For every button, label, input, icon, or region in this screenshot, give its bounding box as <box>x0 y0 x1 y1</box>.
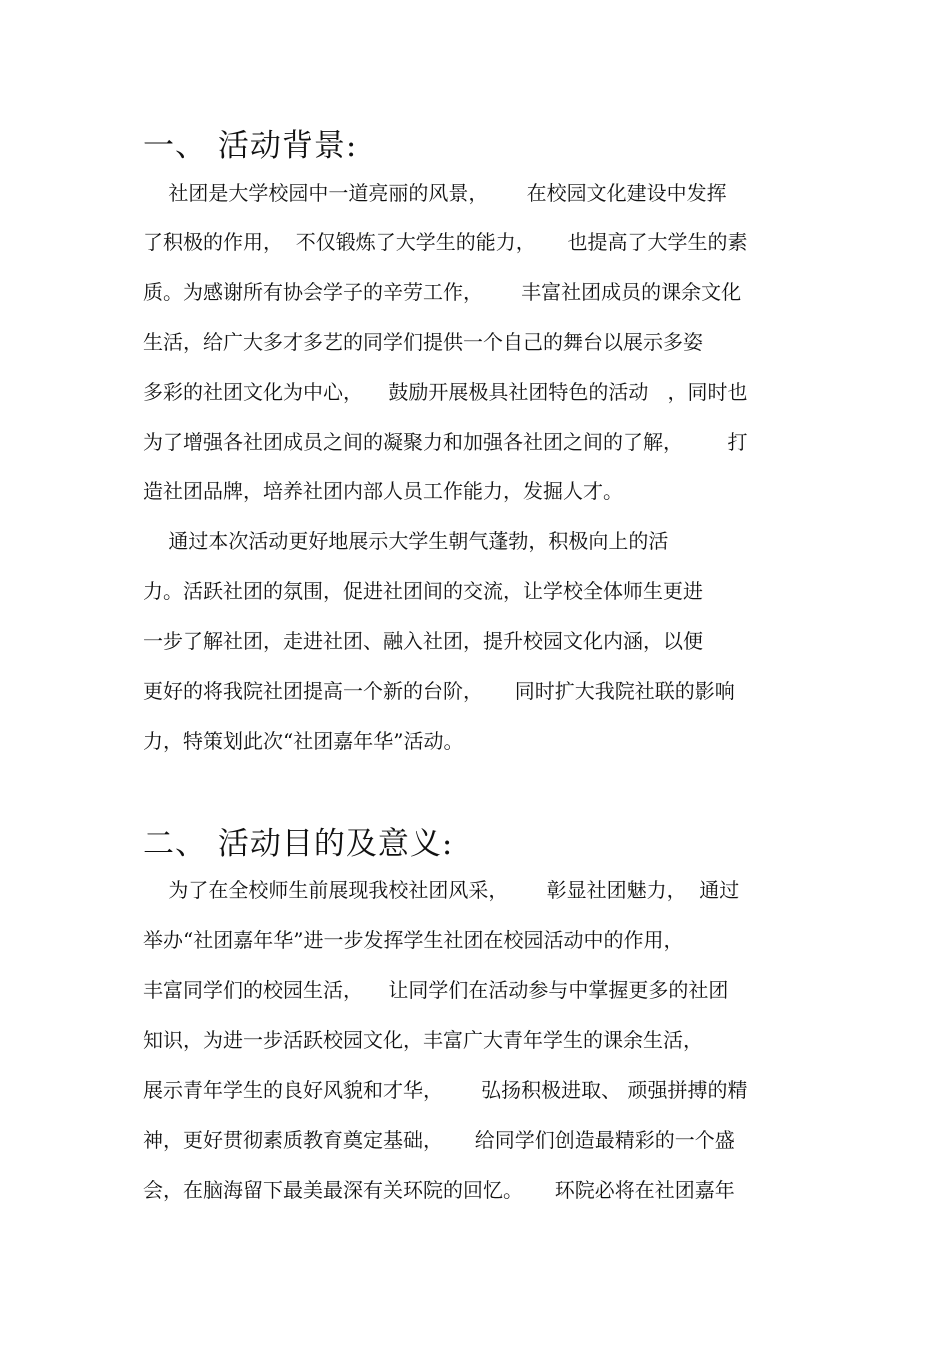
section1-line-8: 通过本次活动更好地展示大学生朝气蓬勃，积极向上的活 <box>143 529 669 553</box>
section2-heading: 二、 活动目的及意义: <box>143 826 454 862</box>
section2-line-4: 知识，为进一步活跃校园文化，丰富广大青年学生的课余生活， <box>143 1028 703 1052</box>
section2-line-6: 神，更好贯彻素质教育奠定基础， 给同学们创造最精彩的一个盛 <box>143 1128 735 1152</box>
section1-line-12: 力，特策划此次“社团嘉年华”活动。 <box>143 729 464 753</box>
section1-line-3: 质。为感谢所有协会学子的辛劳工作， 丰富社团成员的课余文化 <box>143 280 742 304</box>
section2-line-2: 举办“社团嘉年华”进一步发挥学生社团在校园活动中的作用， <box>143 928 684 952</box>
section1-line-1: 社团是大学校园中一道亮丽的风景， 在校园文化建设中发挥 <box>143 181 727 205</box>
section1-line-10: 一步了解社团，走进社团、融入社团，提升校园文化内涵，以便 <box>143 629 703 653</box>
section1-line-4: 生活，给广大多才多艺的同学们提供一个自己的舞台以展示多姿 <box>143 330 703 354</box>
section1-line-11: 更好的将我院社团提高一个新的台阶， 同时扩大我院社联的影响 <box>143 679 735 703</box>
section1-line-9: 力。活跃社团的氛围，促进社团间的交流，让学校全体师生更进 <box>143 579 703 603</box>
section1-line-2: 了积极的作用， 不仅锻炼了大学生的能力， 也提高了大学生的素 <box>143 230 748 254</box>
section1-line-7: 造社团品牌，培养社团内部人员工作能力，发掘人才。 <box>143 479 623 503</box>
section1-heading: 一、 活动背景: <box>143 128 358 164</box>
section2-line-7: 会，在脑海留下最美最深有关环院的回忆。 环院必将在社团嘉年 <box>143 1178 735 1202</box>
section1-line-5: 多彩的社团文化为中心， 鼓励开展极具社团特色的活动 ，同时也 <box>143 380 748 404</box>
section2-line-3: 丰富同学们的校园生活， 让同学们在活动参与中掌握更多的社团 <box>143 978 729 1002</box>
section2-line-5: 展示青年学生的良好风貌和才华， 弘扬积极进取、 顽强拼搏的精 <box>143 1078 748 1102</box>
section2-line-1: 为了在全校师生前展现我校社团风采， 彰显社团魅力， 通过 <box>143 878 740 902</box>
section1-line-6: 为了增强各社团成员之间的凝聚力和加强各社团之间的了解， 打 <box>143 430 748 454</box>
